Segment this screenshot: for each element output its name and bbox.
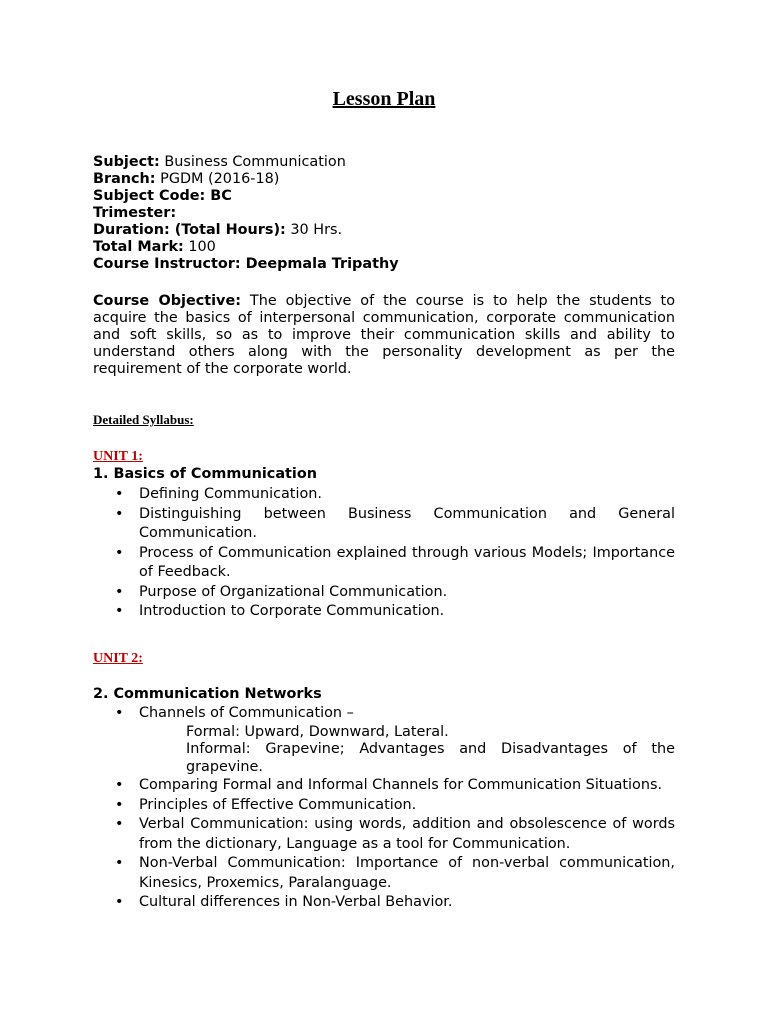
unit-2-topics [93, 704, 675, 913]
meta-total-mark [93, 239, 675, 256]
page-title: Lesson Plan [332, 88, 436, 110]
meta-trimester [93, 205, 675, 222]
objective-key: Course Objective: [93, 293, 241, 309]
list-item: • Defining Communication. [93, 485, 675, 505]
list-item: • Cultural differences in Non-Verbal Behavior. [93, 893, 675, 913]
meta-key: Branch: [93, 171, 156, 187]
list-item: • Principles of Effective Communication. [93, 796, 675, 816]
list-item: • Purpose of Organizational Communication. [93, 583, 675, 603]
meta-key: Total Mark: [93, 239, 184, 255]
unit-1-label: UNIT 1: [93, 449, 143, 464]
meta-value: PGDM (2016-18) [155, 171, 280, 187]
list-item: • Distinguishing between Business Communication and General Communication. [93, 505, 675, 544]
list-item-text: Channels of Communication – [139, 705, 354, 721]
list-item: • Verbal Communication: using words, addition and obsolescence of words from the dictionary, Language as a tool for Communication. [93, 815, 675, 854]
meta-value: 100 [183, 239, 216, 255]
unit-1-topics [93, 485, 675, 622]
course-objective [93, 293, 675, 378]
meta-key: Subject Code: BC [93, 188, 232, 204]
unit-2-label: UNIT 2: [93, 651, 143, 666]
meta-key: Duration: (Total Hours): [93, 222, 286, 238]
sub-item: Informal: Grapevine; Advantages and Disadvantages of the grapevine. [186, 741, 675, 775]
objective-text: The objective of the course is to help the students to acquire the basics of interpersonal communication, corporate communication and soft skills, so as to improve their communication skills and ability to understand others along with the personality development as per the requirement of the corporate world. [93, 293, 676, 377]
meta-key: Subject: [93, 154, 160, 170]
unit-1-title: 1. Basics of Communication [93, 466, 317, 482]
meta-branch [93, 171, 675, 188]
list-item: • Comparing Formal and Informal Channels for Communication Situations. [93, 776, 675, 796]
list-item: • Non-Verbal Communication: Importance of non-verbal communication, Kinesics, Proxemics, Paralanguage. [93, 854, 675, 893]
meta-key: Trimester: [93, 205, 177, 221]
list-item [93, 704, 675, 776]
meta-subject-code [93, 188, 675, 205]
meta-value: 30 Hrs. [285, 222, 343, 238]
meta-duration [93, 222, 675, 239]
unit-2-title: 2. Communication Networks [93, 686, 322, 702]
list-item: • Introduction to Corporate Communication. [93, 602, 675, 622]
sub-item: Formal: Upward, Downward, Lateral. [186, 723, 449, 740]
meta-subject [93, 154, 675, 171]
meta-key: Course Instructor: Deepmala Tripathy [93, 256, 399, 272]
meta-instructor [93, 256, 675, 273]
list-item: • Process of Communication explained through various Models; Importance of Feedback. [93, 544, 675, 583]
course-meta [93, 154, 675, 273]
syllabus-heading: Detailed Syllabus: [93, 412, 194, 427]
meta-value: Business Communication [159, 154, 346, 170]
